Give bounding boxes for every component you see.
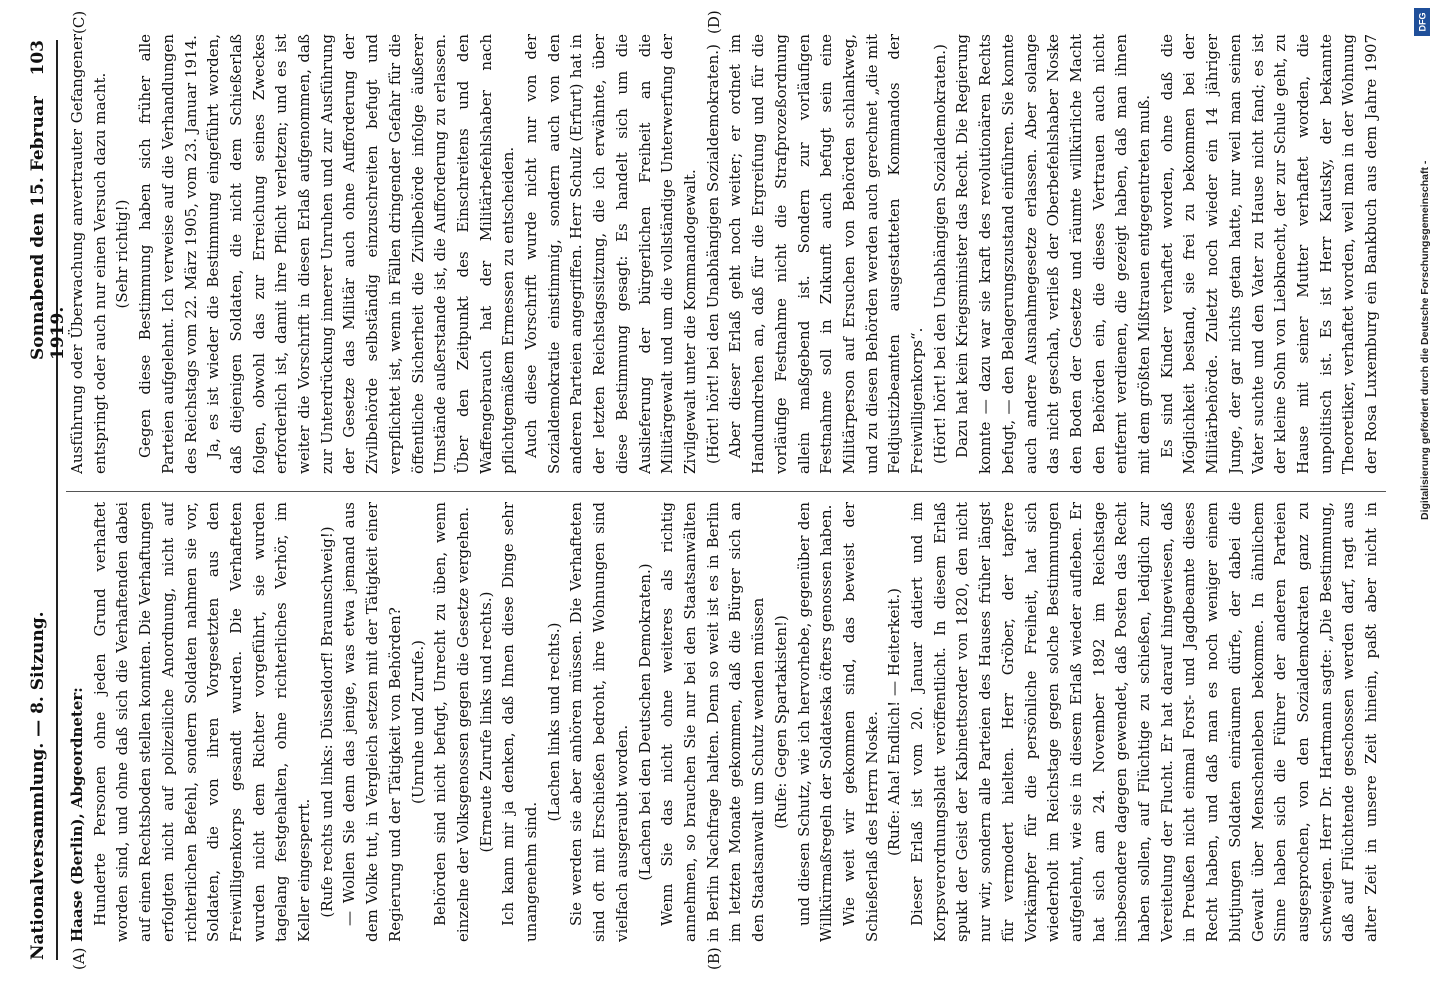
margin-marker-c: (C) — [70, 10, 88, 34]
page-header — [22, 40, 68, 960]
paragraph: Ausführung oder Überwachung anvertrauter Gefangener entspringt oder auch nur einen Versuch dazu macht. — [68, 34, 109, 474]
paragraph: Gegen diese Bestimmung haben sich früher alle Parteien aufgelehnt. Ich verweise auf die Verhandlungen des Reichstags vom 22. März 1905, vom 23. Januar 1914. — [136, 34, 200, 474]
interjection: (Rufe rechts und links: Düsseldorf! Braunschweig!) — [317, 526, 336, 918]
dfg-logo-text: DFG — [1417, 12, 1427, 32]
paragraph: Sie werden sie aber anhören müssen. Die Verhafteten sind oft mit Erschießen bedroht, ihre Wohnungen sind vielfach ausgeraubt worden. — [567, 502, 631, 942]
interjection: (Rufe: Aha! Endlich! — Heiterkeit.) — [885, 588, 904, 856]
paragraph: Ich kann mir ja denken, daß Ihnen diese Dinge sehr unangenehm sind. — [499, 502, 541, 942]
paragraph: Wenn Sie das nicht ohne weiteres als richtig annehmen, so brauchen Sie nur bei den Staatsanwälten in Berlin Nachfrage halten. Denn so weit ist es in Berlin im letzten Monate gekommen, daß die Bürger sich an den Staatsanwalt um Schutz wenden müssen — [658, 502, 768, 942]
paragraph: Aber dieser Erlaß geht noch weiter; er ordnet im Handumdrehen an, daß für die Ergreifung und für die vorläufige Festnahme nicht die Strafprozeßordnung allein maßgebend ist. Sondern zur vorläufigen Festnahme soll in Zukunft auch befugt sein eine Militärperson auf Ersuchen von Behörden schlankweg, und zu diesen Behörden werden auch gerechnet „die mit Feldjustizbeamten ausgestatteten Kommandos der Freiwilligenkorps“. — [726, 34, 927, 474]
paragraph: und diesen Schutz, wie ich hervorhebe, gegenüber den Willkürmaßregeln der Soldateska öfters genossen haben. — [794, 502, 836, 942]
speaker-line: Haase (Berlin), Abgeordneter: — [68, 687, 86, 942]
left-column — [66, 502, 1386, 942]
paragraph: Dieser Erlaß ist vom 20. Januar datiert und im Korpsverordnungsblatt veröffentlicht. In diesem Erlaß spukt der Geist der Kabinettsorder von 1820, den nicht nur wir, sondern alle Parteien des Hauses früher längst für vermodert hielten. Herr Gröber, der tapfere Vorkämpfer für die persönliche Freiheit, hat sich wiederholt im Reichstage gegen solche Bestimmungen aufgelehnt, wie sie in diesem Erlaß wieder aufleben. Er hat sich am 24. November 1892 im Reichstage insbesondere dagegen gewendet, daß Posten das Recht haben sollen, auf Flüchtige zu schießen, lediglich zur Vereitelung der Flucht. Er hat darauf hingewiesen, daß in Preußen nicht einmal Forst- und Jagdbeamte dieses Recht haben, und daß man es noch weniger einem blutjungen Soldaten einräumen dürfe, der dabei die Gewalt über Menschenleben bekomme. In ähnlichem Sinne haben sich die Führer der anderen Parteien ausgesprochen, von den Sozialdemokraten ganz zu schweigen. Herr Dr. Hartmann sagte: „Die Bestimmung, daß auf Flüchtende geschossen werden darf, ragt aus alter Zeit in unsere Zeit hinein, paßt aber nicht in — [908, 502, 1381, 942]
paragraph: Es sind Kinder verhaftet worden, ohne daß die Möglichkeit bestand, sie frei zu bekommen bei der Militärbehörde. Zuletzt noch wieder ein 14 jähriger Junge, der gar nichts getan hatte, nur weil man seinen Vater suchte und den Vater zu Hause nicht fand; es ist der kleine Sohn von Liebknecht, der zur Schule geht, zu Hause mit seiner Mutter verhaftet worden, die unpolitisch ist. Es ist Herr Kautsky, der bekannte Theoretiker, verhaftet worden, weil man in der Wohnung der Rosa Luxemburg ein Bankbuch aus dem Jahre 1907 — [1157, 34, 1381, 474]
paragraph: — Wollen Sie denn das jenige, was etwa jemand aus dem Volke tut, in Vergleich setzen mit der Tätigkeit einer Regierung und der Tätigkeit von Behörden? — [340, 502, 404, 942]
header-session-title: Nationalversammlung. — 8. Sitzung. — [28, 611, 48, 960]
right-column — [66, 34, 1386, 474]
paragraph: Dazu hat kein Kriegsminister das Recht. Die Regierung konnte — dazu war sie kraft des revolutionären Rechts befugt, — den Belagerungszustand einführen. Sie konnte auch andere Ausnahmegesetze erlassen. Aber solange das nicht geschah, verließ der Oberbefehlshaber Noske den Boden der Gesetze und räumte willkürliche Macht den Behörden ein, die dieses Vertrauen auch nicht entfernt verdienen, die gezeigt haben, daß man ihnen mit dem größten Mißtrauen entgegentreten muß. — [953, 34, 1154, 474]
header-date: Sonnabend den 15. Februar 1919. — [28, 96, 68, 360]
interjection: (Lachen bei den Deutschen Demokraten.) — [635, 563, 654, 881]
margin-marker-b: (B) — [705, 947, 723, 970]
paragraph: Auch diese Vorschrift wurde nicht nur von der Sozialdemokratie einstimmig, sondern auch von den anderen Parteien angegriffen. Herr Schulz (Erfurt) hat in der letzten Reichstagssitzung, die ich erwähnte, über diese Bestimmung gesagt: Es handelt sich um die Auslieferung der bürgerlichen Freiheit an die Militärgewalt und um die vollständige Unterwerfung der Zivilgewalt unter die Kommandogewalt. — [522, 34, 699, 474]
interjection: (Rufe: Gegen Spartakisten!) — [771, 615, 790, 829]
paragraph: Wie weit wir gekommen sind, das beweist der Schießerlaß des Herrn Noske. — [839, 502, 881, 942]
digitization-credit: Digitalisierung gefördert durch die Deutsche Forschungsgemeinschaft - — [1419, 160, 1431, 520]
paragraph: Hunderte Personen ohne jeden Grund verhaftet worden sind, und ohne daß sich die Verhaftenden dabei auf einen Rechtsboden stellen konnten. Die Verhaftungen erfolgten nicht auf polizeiliche Anordnung, nicht auf richterlichen Befehl, sondern Soldaten nahmen sie vor, Soldaten, die von ihren Vorgesetzten aus den Freiwilligenkorps gesandt wurden. Die Verhafteten wurden nicht dem Richter vorgeführt, sie wurden tagelang festgehalten, ohne richterliches Verhör, im Keller eingesperrt. — [90, 502, 314, 942]
interjection: (Sehr richtig!) — [113, 199, 132, 309]
paragraph: Behörden sind nicht befugt, Unrecht zu üben, wenn einzelne der Volksgenossen gegen die Gesetze vergehen. — [431, 502, 472, 942]
interjection: (Erneute Zurufe links und rechts.) — [476, 591, 495, 853]
paragraph: Ja, es ist wieder die Bestimmung eingeführt worden, daß diejenigen Soldaten, die nicht dem Schießerlaß folgen, obwohl das zur Erreichung seines Zweckes erforderlich ist, damit ihre Pflicht verletzen; und es ist weiter die Vorschrift in diesen Erlaß aufgenommen, daß zur Unterdrückung innerer Unruhen und zur Ausführung der Gesetze das Militär auch ohne Aufforderung der Zivilbehörde selbständig einzuschreiten befugt und verpflichtet ist, wenn in Fällen dringender Gefahr für die öffentliche Sicherheit die Zivilbehörde infolge äußerer Umstände außerstande ist, die Aufforderung zu erlassen. Über den Zeitpunkt des Einschreitens und den Waffengebrauch hat der Militärbefehlshaber nach pflichtgemäßem Ermessen zu entscheiden. — [204, 34, 518, 474]
interjection: (Lachen links und rechts.) — [544, 622, 563, 822]
margin-marker-a: (A) — [70, 947, 88, 970]
page-number: 103 — [28, 40, 48, 76]
margin-marker-d: (D) — [705, 10, 723, 34]
dfg-logo — [1414, 8, 1430, 36]
interjection: (Hört! hört! bei den Unabhängigen Sozialdemokraten.) — [930, 44, 949, 464]
interjection: (Unruhe und Zurufe.) — [408, 640, 427, 804]
interjection: (Hört! hört! bei den Unabhängigen Sozialdemokraten.) — [703, 44, 722, 464]
column-divider — [66, 491, 1386, 492]
